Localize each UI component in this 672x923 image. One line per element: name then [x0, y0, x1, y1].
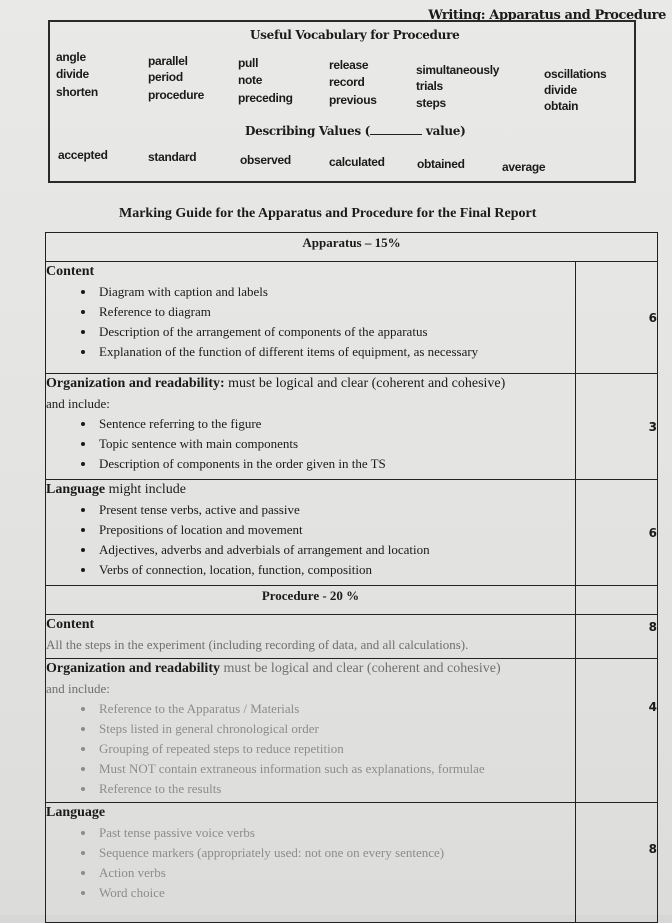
criterion-list — [46, 699, 575, 799]
vocabulary-box — [48, 20, 636, 183]
value-word: obtained — [417, 157, 465, 171]
apparatus-heading-row — [46, 233, 658, 262]
criterion-list — [46, 282, 575, 362]
list-item: • Explanation of the function of different items of equipment, as necessary — [96, 342, 575, 362]
vocab-word: record — [329, 75, 365, 89]
vocab-word: divide — [56, 67, 89, 81]
describing-values-title: Describing Values ( value) — [245, 124, 466, 138]
list-item: • Must NOT contain extraneous information such as explanations, formulae — [96, 759, 575, 779]
list-item: • Reference to the results — [96, 779, 575, 799]
procedure-language-row — [46, 803, 658, 923]
vocab-word: release — [329, 58, 369, 72]
criterion-subtitle: and include: — [46, 396, 110, 411]
apparatus-content-row — [46, 262, 658, 374]
vocab-word: procedure — [148, 88, 204, 102]
document-title: Writing: Apparatus and Procedure — [428, 8, 666, 23]
list-item: • Steps listed in general chronological order — [96, 719, 575, 739]
value-word: standard — [148, 150, 197, 164]
list-item: • Word choice — [96, 883, 575, 903]
criterion-mark: 3 — [576, 374, 658, 480]
list-item: • Diagram with caption and labels — [96, 282, 575, 302]
criterion-list — [46, 500, 575, 580]
blank-line — [370, 134, 422, 135]
vocab-word: period — [148, 70, 183, 84]
list-item: • Verbs of connection, location, function, composition — [96, 560, 575, 580]
value-word: average — [502, 160, 546, 174]
list-item: • Past tense passive voice verbs — [96, 823, 575, 843]
vocab-word: preceding — [238, 91, 293, 105]
list-item: • Present tense verbs, active and passive — [96, 500, 575, 520]
criterion-title: Language might include — [46, 482, 187, 497]
list-item: • Topic sentence with main components — [96, 434, 575, 454]
list-item: • Sequence markers (appropriately used: not one on every sentence) — [96, 843, 575, 863]
vocab-word: oscillations — [544, 67, 607, 81]
apparatus-organization-row — [46, 374, 658, 480]
vocab-word: angle — [56, 50, 86, 64]
vocab-word: steps — [416, 96, 446, 110]
marking-guide-title: Marking Guide for the Apparatus and Procedure for the Final Report — [119, 206, 537, 221]
vocab-word: previous — [329, 93, 377, 107]
criterion-mark: 6 — [576, 262, 658, 374]
vocab-word: parallel — [148, 54, 188, 68]
criterion-title: Content — [46, 617, 95, 632]
vocab-word: divide — [544, 83, 577, 97]
vocab-word: obtain — [544, 99, 579, 113]
criterion-title: Content — [46, 264, 95, 279]
list-item: • Reference to the Apparatus / Materials — [96, 699, 575, 719]
list-item: • Grouping of repeated steps to reduce repetition — [96, 739, 575, 759]
criterion-subtitle: and include: — [46, 681, 110, 696]
procedure-content-row — [46, 615, 658, 659]
list-item: • Description of components in the order given in the TS — [96, 454, 575, 474]
criterion-title: Organization and readability must be logical and clear (coherent and cohesive) — [46, 661, 501, 676]
apparatus-heading: Apparatus – 15% — [46, 233, 658, 262]
criterion-mark: 6 — [576, 480, 658, 586]
criterion-title: Organization and readability: must be logical and clear (coherent and cohesive) — [46, 376, 506, 391]
vocab-word: pull — [238, 56, 259, 70]
procedure-organization-row — [46, 659, 658, 803]
criterion-list — [46, 823, 575, 903]
criterion-mark: 8 — [576, 615, 658, 659]
vocab-word: shorten — [56, 85, 98, 99]
procedure-heading: Procedure - 20 % — [46, 586, 576, 615]
list-item: • Reference to diagram — [96, 302, 575, 322]
criterion-mark: 8 — [576, 803, 658, 923]
list-item: • Action verbs — [96, 863, 575, 883]
value-word: accepted — [58, 148, 108, 162]
list-item: • Sentence referring to the figure — [96, 414, 575, 434]
criterion-list — [46, 414, 575, 474]
vocab-word: trials — [416, 79, 443, 93]
vocab-word: note — [238, 73, 263, 87]
criterion-mark: 4 — [576, 659, 658, 803]
marking-guide-table — [45, 232, 658, 923]
value-word: observed — [240, 153, 291, 167]
list-item: • Description of the arrangement of components of the apparatus — [96, 322, 575, 342]
value-word: calculated — [329, 155, 385, 169]
procedure-heading-row — [46, 586, 658, 615]
apparatus-language-row — [46, 480, 658, 586]
list-item: • Prepositions of location and movement — [96, 520, 575, 540]
vocabulary-title: Useful Vocabulary for Procedure — [250, 28, 460, 42]
list-item: • Adjectives, adverbs and adverbials of arrangement and location — [96, 540, 575, 560]
criterion-text: All the steps in the experiment (including recording of data, and all calculations). — [46, 637, 469, 652]
vocab-word: simultaneously — [416, 63, 500, 77]
criterion-title: Language — [46, 805, 106, 820]
